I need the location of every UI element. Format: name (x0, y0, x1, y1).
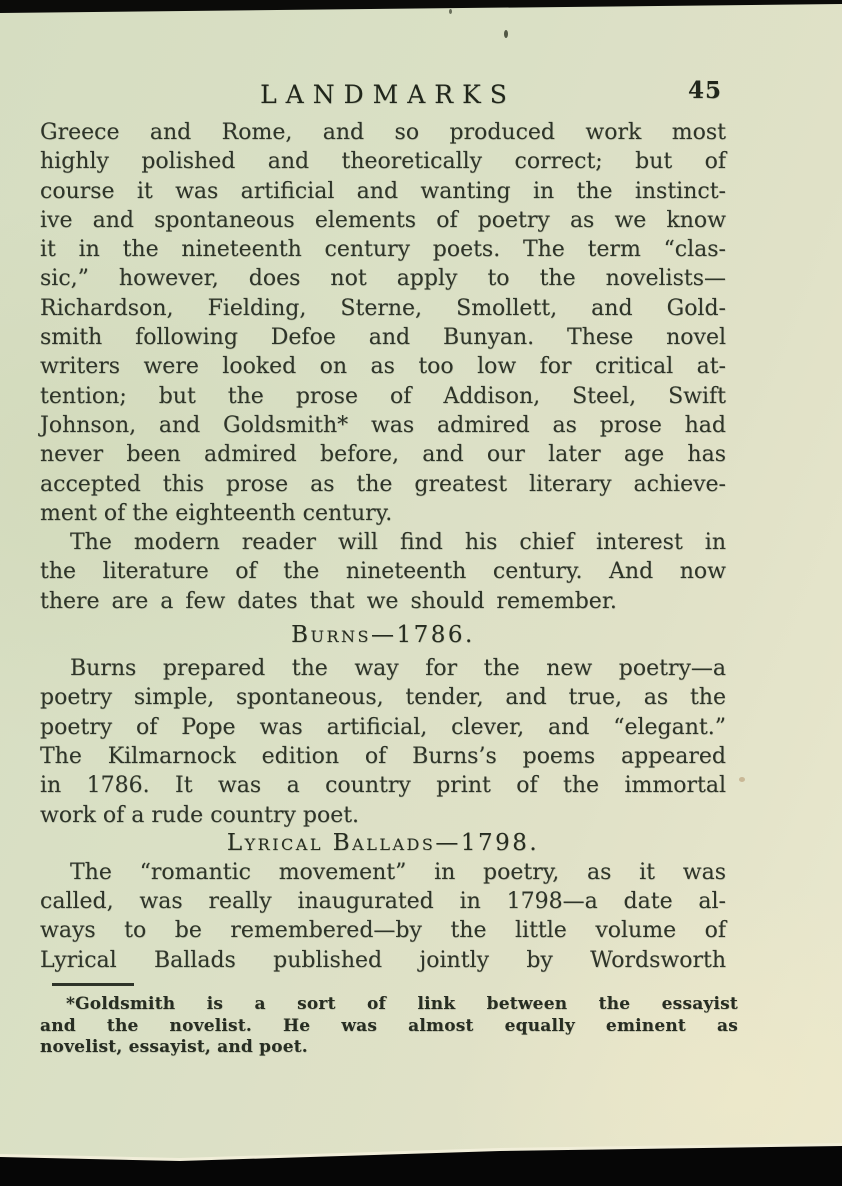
ink-speck (504, 30, 508, 38)
text-line: ment of the eighteenth century. (40, 500, 393, 526)
text-line: smith following Defoe and Bunyan. These novel (40, 325, 726, 351)
text-line: and the novelist. He was almost equally eminent as (40, 1015, 738, 1036)
running-head: LANDMARKS (260, 80, 516, 109)
text-line: The Kilmarnock edition of Burns’s poems appeared (40, 743, 726, 769)
text-line: ive and spontaneous elements of poetry as we know (40, 207, 726, 233)
text-line: Richardson, Fielding, Sterne, Smollett, and Gold- (40, 295, 726, 321)
text-line: it in the nineteenth century poets. The term “clas- (40, 237, 726, 263)
text-line: there are a few dates that we should remember. (40, 588, 617, 614)
text-line: tention; but the prose of Addison, Steel, Swift (40, 383, 726, 409)
text-line: The “romantic movement” in poetry, as it was (70, 859, 726, 885)
footnote-rule (52, 983, 134, 986)
text-line: writers were looked on as too low for critical at- (40, 354, 726, 380)
para-classic-prose (40, 118, 726, 528)
text-line: Greece and Rome, and so produced work most (40, 120, 726, 145)
text-line: poetry simple, spontaneous, tender, and true, as the (40, 685, 726, 711)
text-line: the literature of the nineteenth century. And now (40, 559, 726, 585)
text-line: novelist, essayist, and poet. (40, 1037, 308, 1058)
text-line: sic,” however, does not apply to the novelists— (40, 266, 726, 292)
text-line: Johnson, and Goldsmith* was admired as prose had (40, 412, 726, 438)
text-line: The modern reader will find his chief interest in (70, 530, 726, 556)
text-line: *Goldsmith is a sort of link between the essayist (66, 994, 738, 1015)
text-line: work of a rude country poet. (40, 802, 360, 828)
text-line: Lyrical Ballads published jointly by Wordsworth (40, 947, 726, 973)
para-burns (40, 654, 726, 830)
text-line: ways to be remembered—by the little volume of (40, 918, 726, 944)
text-line: course it was artificial and wanting in the instinct- (40, 178, 726, 204)
text-line: Burns prepared the way for the new poetry—a (70, 656, 726, 682)
para-romantic-movement (40, 858, 726, 975)
text-line: never been admired before, and our later age has (40, 442, 726, 468)
text-column (40, 118, 738, 1059)
scan-border-top (0, 0, 842, 14)
ink-speck (449, 9, 452, 14)
text-line: poetry of Pope was artificial, clever, and “elegant.” (40, 714, 726, 740)
heading-lyrical-ballads: Lyrical Ballads—1798. (226, 829, 540, 856)
text-line: called, was really inaugurated in 1798—a date al- (40, 889, 726, 915)
para-modern-reader (40, 528, 726, 616)
text-line: highly polished and theoretically correct; but of (40, 149, 726, 175)
heading-burns: Burns—1786. (291, 622, 475, 649)
text-line: in 1786. It was a country print of the immortal (40, 773, 726, 799)
text-line: accepted this prose as the greatest literary achieve- (40, 471, 726, 497)
ink-speck (739, 777, 745, 782)
footnote-goldsmith (40, 994, 738, 1059)
page-number: 45 (688, 77, 723, 104)
